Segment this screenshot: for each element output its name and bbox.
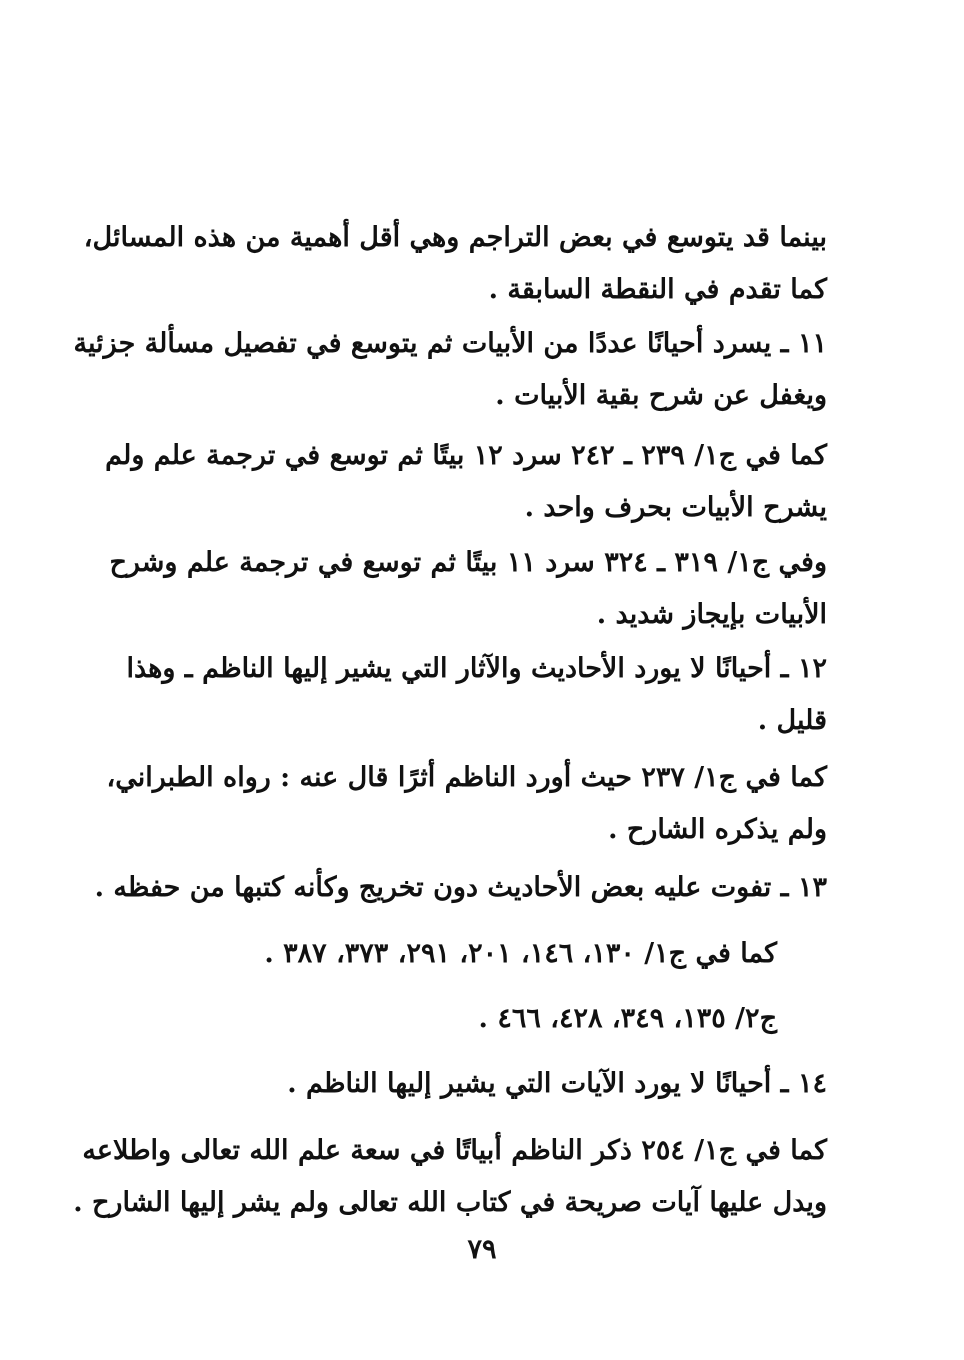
text-line: ١٢ ـ أحيانًا لا يورد الأحاديث والآثار التي يشير إليها الناظم ـ وهذا xyxy=(126,653,827,684)
text-line: ١١ ـ يسرد أحيانًا عددًا من الأبيات ثم يتوسع في تفصيل مسألة جزئية xyxy=(73,328,827,359)
example-paragraph xyxy=(106,752,827,856)
example-paragraph xyxy=(73,1125,827,1229)
point-11 xyxy=(73,318,827,422)
example-paragraph xyxy=(109,537,827,641)
text-line: كما تقدم في النقطة السابقة . xyxy=(488,274,827,305)
text-line: كما في ج١/ ٢٥٤ ذكر الناظم أبياتًا في سعة علم الله تعالى واطلاعه xyxy=(82,1135,827,1166)
text-line: بينما قد يتوسع في بعض التراجم وهي أقل أهمية من هذه المسائل، xyxy=(83,222,827,253)
text-line: ويغفل عن شرح بقية الأبيات . xyxy=(495,380,827,411)
text-line: الأبيات بإيجاز شديد . xyxy=(596,599,827,630)
text-line: ولم يذكره الشارح . xyxy=(608,814,827,845)
point-13 xyxy=(94,862,827,914)
text-line: وفي ج١/ ٣١٩ ـ ٣٢٤ سرد ١١ بيتًا ثم توسع في ترجمة علم وشرح xyxy=(109,547,827,578)
point-14 xyxy=(139,1058,827,1110)
text-line: ١٣ ـ تفوت عليه بعض الأحاديث دون تخريج وكأنه كتبها من حفظه . xyxy=(94,872,827,903)
text-line: ويدل عليها آيات صريحة في كتاب الله تعالى ولم يشر إليها الشارح . xyxy=(73,1187,827,1218)
text-line: ج٢/ ١٣٥، ٣٤٩، ٤٢٨، ٤٦٦ . xyxy=(478,1003,777,1034)
example-paragraph xyxy=(139,928,777,980)
example-paragraph xyxy=(139,993,777,1045)
text-line: ١٤ ـ أحيانًا لا يورد الآيات التي يشير إليها الناظم . xyxy=(287,1068,827,1099)
text-line: قليل . xyxy=(757,705,827,736)
text-line: كما في ج١/ ٢٣٧ حيث أورد الناظم أثرًا قال عنه : رواه الطبراني، xyxy=(106,762,827,793)
text-line: كما في ج١/ ٢٣٩ ـ ٢٤٢ سرد ١٢ بيتًا ثم توسع في ترجمة علم ولم xyxy=(105,440,827,471)
paragraph-intro-continuation xyxy=(83,212,827,316)
text-line: كما في ج١/ ١٣٠، ١٤٦، ٢٠١، ٢٩١، ٣٧٣، ٣٨٧ . xyxy=(264,938,777,969)
example-paragraph xyxy=(105,430,827,534)
text-line: يشرح الأبيات بحرف واحد . xyxy=(524,492,827,523)
page-number: ٧٩ xyxy=(467,1234,497,1265)
point-12 xyxy=(126,643,827,747)
